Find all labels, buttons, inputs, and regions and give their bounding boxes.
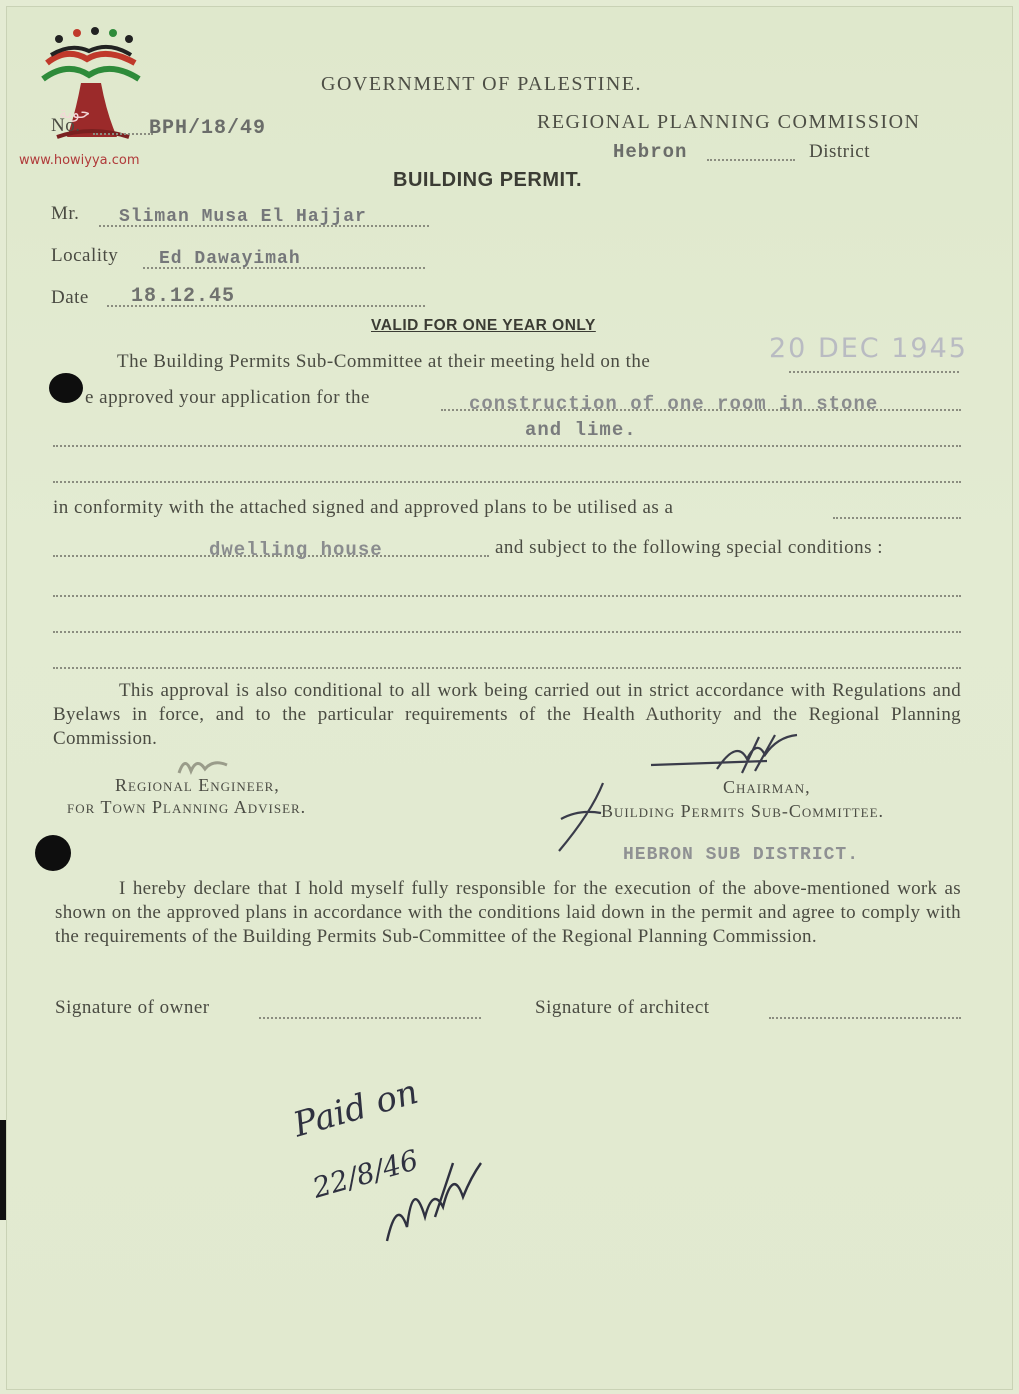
conditions-text: and subject to the following special conditions :: [495, 537, 884, 558]
file-number-dots: [93, 133, 153, 135]
ink-blot: [49, 373, 83, 403]
logo-url: www.howiyya.com: [19, 153, 140, 168]
edge-shadow: [0, 1120, 6, 1220]
architect-signature-dots: [769, 1017, 961, 1019]
purpose-line-2: and lime.: [525, 419, 637, 441]
file-number-value: BPH/18/49: [149, 117, 267, 140]
meeting-dots: [789, 371, 959, 373]
commission-heading: REGIONAL PLANNING COMMISSION: [537, 111, 921, 133]
conditions-dots-1: [53, 595, 961, 597]
town-planning-title: for Town Planning Adviser.: [67, 797, 307, 817]
regional-engineer-title: Regional Engineer,: [115, 775, 280, 795]
committee-title: Building Permits Sub-Committee.: [601, 801, 885, 821]
conformity-text: in conformity with the attached signed and approved plans to be utilised as a: [53, 497, 674, 518]
owner-signature-label: Signature of owner: [55, 997, 210, 1018]
ink-blot-2: [35, 835, 71, 871]
sub-district-stamp: HEBRON SUB DISTRICT.: [623, 845, 860, 865]
handwritten-note-line1: Paid on: [289, 1071, 423, 1146]
architect-signature-label: Signature of architect: [535, 997, 710, 1018]
validity-notice: VALID FOR ONE YEAR ONLY: [371, 317, 596, 334]
file-number-label: No.: [51, 115, 81, 136]
district-label: District: [809, 141, 870, 162]
purpose-dots-3: [53, 481, 961, 483]
locality-label: Locality: [51, 245, 119, 266]
government-heading: GOVERNMENT OF PALESTINE.: [321, 73, 643, 95]
date-label: Date: [51, 287, 89, 308]
engineer-initials: [175, 753, 235, 777]
purpose-line-1: construction of one room in stone: [469, 393, 879, 415]
approval-paragraph: This approval is also conditional to all work being carried out in strict accordance with Regulations and Byelaws in force, and to the particular requirements of the Health Authority and the Regional Planning Commission.: [53, 680, 961, 749]
document-title: BUILDING PERMIT.: [393, 169, 583, 191]
approved-text: e approved your application for the: [85, 387, 370, 408]
district-dots: [707, 159, 795, 161]
conditions-dots-3: [53, 667, 961, 669]
chairman-signature: [647, 729, 827, 783]
use-value: dwelling house: [209, 539, 383, 561]
meeting-text: The Building Permits Sub-Committee at their meeting held on the: [117, 351, 651, 372]
conditions-dots-2: [53, 631, 961, 633]
date-value: 18.12.45: [131, 285, 236, 308]
mr-label: Mr.: [51, 203, 80, 224]
applicant-name: Sliman Musa El Hajjar: [119, 207, 367, 227]
handwritten-note-line2: 22/8/46: [309, 1143, 422, 1205]
logo-script: حوية: [59, 103, 91, 122]
permit-document: [6, 6, 1013, 1390]
owner-signature-dots: [259, 1017, 481, 1019]
purpose-dots-2: [53, 445, 961, 447]
locality-value: Ed Dawayimah: [159, 249, 301, 269]
date-stamp: 20 DEC 1945: [769, 333, 968, 364]
district-value: Hebron: [613, 141, 688, 163]
handwritten-initials: [377, 1157, 487, 1247]
conformity-dots: [833, 517, 961, 519]
declaration-paragraph: I hereby declare that I hold myself fully responsible for the execution of the above-mentioned work as shown on the approved plans in accordance with the conditions laid down in the permit and agree to comply with the requirements of the Building Permits Sub-Committee of the Regional Planning Commission.: [55, 878, 961, 947]
chairman-title: Chairman,: [723, 777, 811, 797]
